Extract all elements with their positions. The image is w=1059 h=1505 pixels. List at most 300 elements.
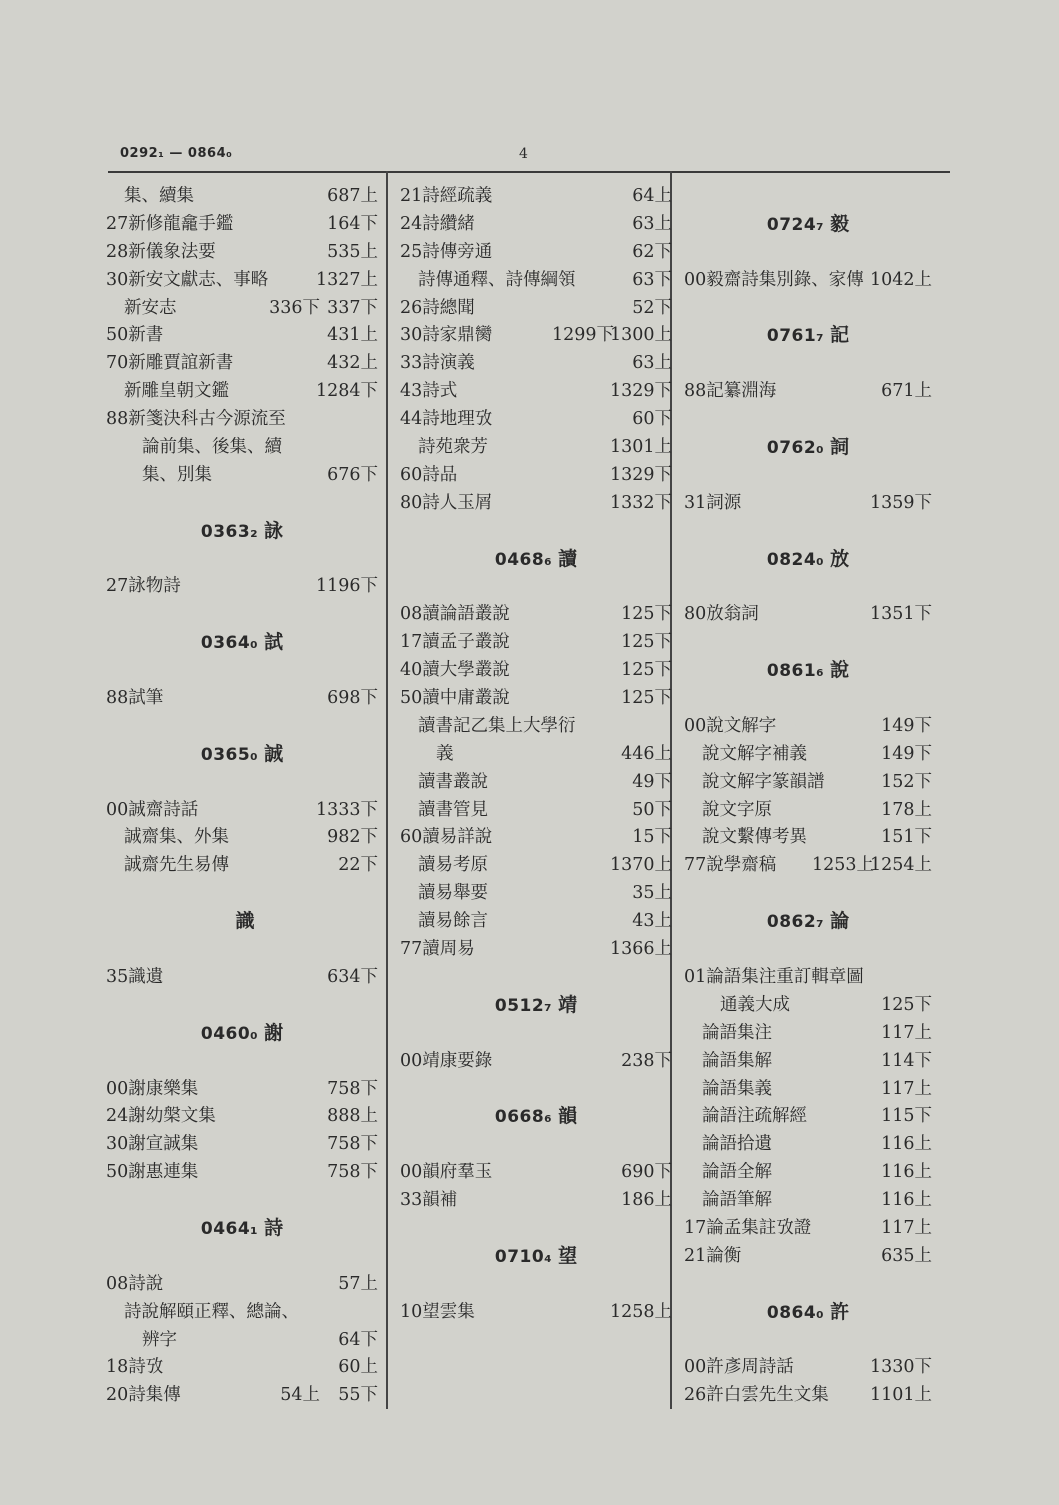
page-reference: 116上 <box>881 1134 932 1155</box>
page-reference: 432上 <box>327 353 378 374</box>
entry-title: 00毅齋詩集別錄、家傳 <box>684 269 864 290</box>
index-entry <box>106 573 378 601</box>
index-entry <box>684 769 932 797</box>
column-divider-left <box>386 171 388 1409</box>
entry-title: 60讀易詳說 <box>400 827 493 848</box>
entry-title: 論前集、後集、續 <box>142 437 282 458</box>
page-reference: 116上 <box>881 1190 932 1211</box>
entry-title: 31詞源 <box>684 492 742 513</box>
entry-title: 辨字 <box>142 1329 177 1350</box>
entry-title: 30新安文獻志、事略 <box>106 269 269 290</box>
index-entry <box>106 462 378 490</box>
heading-character: 詩 <box>264 1216 284 1239</box>
page-reference: 446上 <box>621 743 672 764</box>
entry-title: 讀書管見 <box>418 799 488 820</box>
entry-title: 88新箋決科古今源流至 <box>106 409 286 430</box>
index-entry <box>400 239 672 267</box>
index-column-1 <box>106 183 378 1410</box>
spacer <box>400 1271 672 1299</box>
index-entry <box>400 741 672 769</box>
index-entry <box>106 1159 378 1187</box>
entry-title: 01論語集注重訂輯章圖 <box>684 966 864 987</box>
index-entry <box>106 1354 378 1382</box>
index-entry <box>684 378 932 406</box>
spacer <box>684 239 932 267</box>
heading-character: 說 <box>830 659 850 682</box>
entry-title: 誠齋集、外集 <box>124 827 229 848</box>
entry-title: 說文繫傳考異 <box>702 827 807 848</box>
entry-title: 說文解字補義 <box>702 743 807 764</box>
spacer <box>106 601 378 629</box>
four-corner-code: 0464₁ <box>200 1218 259 1239</box>
spacer <box>106 1048 378 1076</box>
page-reference: 186上 <box>621 1190 672 1211</box>
page-reference: 431上 <box>327 325 378 346</box>
page-reference: 63下 <box>632 269 672 290</box>
page-reference: 63上 <box>632 213 672 234</box>
index-entry <box>400 657 672 685</box>
page-reference: 60下 <box>632 409 672 430</box>
spacer <box>684 462 932 490</box>
index-entry <box>400 713 672 741</box>
page-reference: 535上 <box>327 241 378 262</box>
entry-title: 26許白雲先生文集 <box>684 1385 829 1406</box>
entry-title: 27新修龍龕手鑑 <box>106 213 234 234</box>
page-reference: 1258上 <box>609 1301 672 1322</box>
entry-title: 08讀論語叢說 <box>400 604 510 625</box>
entry-title: 25詩傳旁通 <box>400 241 493 262</box>
index-entry <box>106 1327 378 1355</box>
entry-title: 新雕皇朝文鑑 <box>124 381 229 402</box>
page-reference: 35上 <box>632 883 672 904</box>
page-reference: 54上 <box>280 1385 320 1406</box>
index-entry <box>400 406 672 434</box>
four-corner-code: 0363₂ <box>200 521 259 542</box>
page-reference: 635上 <box>881 1245 932 1266</box>
index-entry <box>684 992 932 1020</box>
entry-title: 88記纂淵海 <box>684 381 777 402</box>
index-entry <box>400 1159 672 1187</box>
page-reference: 1332下 <box>609 492 672 513</box>
section-heading <box>106 908 378 936</box>
section-heading <box>400 1243 672 1271</box>
spacer <box>400 518 672 546</box>
entry-title: 00說文解字 <box>684 715 777 736</box>
index-entry <box>684 852 932 880</box>
page-reference: 690下 <box>621 1162 672 1183</box>
index-entry <box>400 852 672 880</box>
index-entry <box>684 824 932 852</box>
heading-character: 望 <box>558 1244 578 1267</box>
page-reference: 758下 <box>327 1134 378 1155</box>
index-entry <box>684 741 932 769</box>
heading-character: 詠 <box>264 519 284 542</box>
heading-character: 靖 <box>558 993 578 1016</box>
index-entry <box>400 1048 672 1076</box>
index-entry <box>106 322 378 350</box>
section-heading <box>106 741 378 769</box>
page-reference: 117上 <box>881 1217 932 1238</box>
page-reference: 22下 <box>338 855 378 876</box>
four-corner-code: 0862₇ <box>766 912 825 933</box>
entry-title: 24詩纘緒 <box>400 213 475 234</box>
entry-title: 論語集注 <box>702 1022 772 1043</box>
heading-character: 毅 <box>830 212 850 235</box>
index-column-2 <box>400 183 672 1327</box>
spacer <box>106 657 378 685</box>
page-reference: 1333下 <box>315 799 378 820</box>
page-reference: 1253上 <box>811 855 874 876</box>
entry-title: 17讀孟子叢說 <box>400 632 510 653</box>
entry-title: 讀書叢說 <box>418 771 488 792</box>
entry-title: 24謝幼槃文集 <box>106 1106 216 1127</box>
page-reference: 60上 <box>338 1357 378 1378</box>
page-reference: 1330下 <box>869 1357 932 1378</box>
page-reference: 888上 <box>327 1106 378 1127</box>
page-reference: 1254上 <box>869 855 932 876</box>
page-reference: 149下 <box>881 743 932 764</box>
entry-title: 77說學齋稿 <box>684 855 777 876</box>
index-entry <box>400 490 672 518</box>
index-entry <box>684 1354 932 1382</box>
spacer <box>684 629 932 657</box>
spacer <box>400 573 672 601</box>
index-entry <box>400 267 672 295</box>
index-entry <box>400 1299 672 1327</box>
four-corner-code: 0460₀ <box>200 1023 259 1044</box>
index-entry <box>684 601 932 629</box>
spacer <box>106 936 378 964</box>
page-reference: 117上 <box>881 1078 932 1099</box>
index-entry <box>106 239 378 267</box>
page-reference: 63上 <box>632 353 672 374</box>
entry-title: 21詩經疏義 <box>400 186 493 206</box>
page-reference: 1366上 <box>609 939 672 960</box>
index-entry <box>106 1382 378 1410</box>
index-entry <box>106 797 378 825</box>
page-reference: 62下 <box>632 241 672 262</box>
index-entry <box>684 713 932 741</box>
index-entry <box>106 378 378 406</box>
page-reference: 178上 <box>881 799 932 820</box>
page-reference: 758下 <box>327 1078 378 1099</box>
index-entry <box>400 601 672 629</box>
index-entry <box>106 211 378 239</box>
index-entry <box>684 490 932 518</box>
page-reference: 698下 <box>327 688 378 709</box>
page-reference: 1101上 <box>869 1385 932 1406</box>
heading-character: 韻 <box>558 1105 578 1128</box>
index-entry <box>684 1048 932 1076</box>
entry-title: 08詩說 <box>106 1273 164 1294</box>
entry-title: 集、別集 <box>142 464 212 485</box>
entry-title: 義 <box>436 743 454 764</box>
page-reference: 152下 <box>881 771 932 792</box>
index-entry <box>400 908 672 936</box>
entry-title: 60詩品 <box>400 464 458 485</box>
index-entry <box>684 1103 932 1131</box>
entry-title: 詩說解頤正釋、總論、 <box>124 1301 299 1322</box>
entry-title: 70新雕賈誼新書 <box>106 353 234 374</box>
spacer <box>684 518 932 546</box>
index-entry <box>106 295 378 323</box>
spacer <box>400 1020 672 1048</box>
spacer <box>684 573 932 601</box>
page-reference: 50下 <box>632 799 672 820</box>
index-entry <box>106 267 378 295</box>
heading-character: 謝 <box>264 1021 284 1044</box>
four-corner-code: 0668₆ <box>494 1107 553 1128</box>
page-reference: 337下 <box>327 297 378 318</box>
page-reference: 149下 <box>881 715 932 736</box>
page-reference: 1299下 <box>551 325 614 346</box>
index-column-3 <box>684 183 932 1410</box>
page-reference: 151下 <box>881 827 932 848</box>
entry-title: 17論孟集註攷證 <box>684 1217 812 1238</box>
four-corner-code: 0365₀ <box>200 744 259 765</box>
spacer <box>106 769 378 797</box>
index-entry <box>400 769 672 797</box>
entry-title: 00靖康要錄 <box>400 1050 493 1071</box>
entry-title: 30謝宣誠集 <box>106 1134 199 1155</box>
entry-title: 21論衡 <box>684 1245 742 1266</box>
page-reference: 1284下 <box>315 381 378 402</box>
entry-title: 27詠物詩 <box>106 576 181 597</box>
entry-title: 10望雲集 <box>400 1301 475 1322</box>
four-corner-code: 0861₆ <box>766 661 825 682</box>
entry-title: 論語注疏解經 <box>702 1106 807 1127</box>
spacer <box>684 685 932 713</box>
section-heading <box>684 546 932 574</box>
index-entry <box>106 685 378 713</box>
four-corner-code: 0468₆ <box>494 549 553 570</box>
section-heading <box>106 629 378 657</box>
page-reference: 164下 <box>327 213 378 234</box>
page-reference: 1301上 <box>609 437 672 458</box>
page-reference: 64下 <box>338 1329 378 1350</box>
entry-title: 40讀大學叢說 <box>400 660 510 681</box>
entry-title: 論語集解 <box>702 1050 772 1071</box>
entry-title: 讀易舉要 <box>418 883 488 904</box>
index-entry <box>106 406 378 434</box>
heading-character: 記 <box>830 324 850 347</box>
spacer <box>684 1327 932 1355</box>
index-entry <box>684 1076 932 1104</box>
entry-title: 80詩人玉屑 <box>400 492 493 513</box>
page-reference: 57上 <box>338 1273 378 1294</box>
spacer <box>106 1187 378 1215</box>
entry-title: 00誠齋詩話 <box>106 799 199 820</box>
entry-title: 50謝惠連集 <box>106 1162 199 1183</box>
entry-title: 論語集義 <box>702 1078 772 1099</box>
four-corner-code: 0710₄ <box>494 1246 553 1267</box>
header-rule <box>108 171 950 173</box>
page-reference: 116上 <box>881 1162 932 1183</box>
index-entry <box>106 1103 378 1131</box>
index-entry <box>684 964 932 992</box>
page-reference: 52下 <box>632 297 672 318</box>
page-range-header: 0292₁ — 0864₀ <box>120 146 233 161</box>
index-entry <box>400 322 672 350</box>
page-reference: 1327上 <box>315 269 378 290</box>
spacer <box>106 490 378 518</box>
index-entry <box>400 685 672 713</box>
entry-title: 28新儀象法要 <box>106 241 216 262</box>
spacer <box>106 880 378 908</box>
section-heading <box>684 211 932 239</box>
spacer <box>684 1271 932 1299</box>
page-reference: 125下 <box>621 632 672 653</box>
entry-title: 論語拾遺 <box>702 1134 772 1155</box>
index-entry <box>106 1131 378 1159</box>
page-reference: 1359下 <box>869 492 932 513</box>
entry-title: 33韻補 <box>400 1190 458 1211</box>
page-reference: 1300上 <box>609 325 672 346</box>
heading-character: 放 <box>830 547 850 570</box>
page-reference: 115下 <box>881 1106 932 1127</box>
spacer <box>684 183 932 211</box>
page-reference: 1351下 <box>869 604 932 625</box>
entry-title: 20詩集傳 <box>106 1385 181 1406</box>
index-entry <box>684 1131 932 1159</box>
spacer <box>684 295 932 323</box>
index-entry <box>400 797 672 825</box>
index-entry <box>684 267 932 295</box>
section-heading <box>400 546 672 574</box>
spacer <box>684 880 932 908</box>
page-reference: 125下 <box>621 688 672 709</box>
entry-title: 說文解字篆韻譜 <box>702 771 825 792</box>
spacer <box>400 1076 672 1104</box>
four-corner-code: 0724₇ <box>766 214 825 235</box>
entry-title: 44詩地理攷 <box>400 409 493 430</box>
entry-title: 50新書 <box>106 325 164 346</box>
entry-title: 讀書記乙集上大學衍 <box>418 715 576 736</box>
page-reference: 125下 <box>881 994 932 1015</box>
entry-title: 00韻府羣玉 <box>400 1162 493 1183</box>
index-entry <box>106 434 378 462</box>
section-heading <box>684 1299 932 1327</box>
index-entry <box>684 1243 932 1271</box>
entry-title: 18詩攷 <box>106 1357 164 1378</box>
index-entry <box>400 824 672 852</box>
entry-title: 33詩演義 <box>400 353 475 374</box>
page-reference: 125下 <box>621 604 672 625</box>
index-entry <box>106 1299 378 1327</box>
entry-title: 35識遺 <box>106 966 164 987</box>
index-entry <box>400 295 672 323</box>
page-reference: 238下 <box>621 1050 672 1071</box>
index-entry <box>106 1076 378 1104</box>
section-heading <box>400 992 672 1020</box>
spacer <box>684 936 932 964</box>
entry-title: 88試筆 <box>106 688 164 709</box>
entry-title: 00謝康樂集 <box>106 1078 199 1099</box>
index-entry <box>400 880 672 908</box>
heading-character: 許 <box>830 1300 850 1323</box>
index-entry <box>400 1187 672 1215</box>
page-reference: 117上 <box>881 1022 932 1043</box>
index-entry <box>400 183 672 211</box>
entry-title: 00許彥周詩話 <box>684 1357 794 1378</box>
page-reference: 15下 <box>632 827 672 848</box>
page-reference: 982下 <box>327 827 378 848</box>
index-entry <box>106 964 378 992</box>
entry-title: 26詩總聞 <box>400 297 475 318</box>
entry-title: 說文字原 <box>702 799 772 820</box>
heading-character: 試 <box>264 631 284 654</box>
page-reference: 55下 <box>338 1385 378 1406</box>
index-entry <box>400 462 672 490</box>
entry-title: 通義大成 <box>720 994 790 1015</box>
spacer <box>106 1243 378 1271</box>
page-reference: 758下 <box>327 1162 378 1183</box>
page-reference: 1042上 <box>869 269 932 290</box>
spacer <box>684 350 932 378</box>
index-entry <box>684 797 932 825</box>
spacer <box>400 1215 672 1243</box>
entry-title: 誠齋先生易傳 <box>124 855 229 876</box>
page-reference: 687上 <box>327 186 378 206</box>
spacer <box>400 964 672 992</box>
four-corner-code: 0864₀ <box>766 1302 825 1323</box>
index-entry <box>684 1215 932 1243</box>
page-reference: 114下 <box>881 1050 932 1071</box>
four-corner-code: 0762₀ <box>766 438 825 459</box>
section-heading <box>106 1215 378 1243</box>
entry-title: 新安志 <box>124 297 177 318</box>
page-reference: 634下 <box>327 966 378 987</box>
section-heading <box>400 1103 672 1131</box>
entry-title: 讀易考原 <box>418 855 488 876</box>
page-reference: 43上 <box>632 911 672 932</box>
four-corner-code: 0364₀ <box>200 633 259 654</box>
index-entry <box>684 1020 932 1048</box>
page-reference: 1329下 <box>609 464 672 485</box>
page-reference: 671上 <box>881 381 932 402</box>
section-heading <box>106 518 378 546</box>
index-entry <box>106 183 378 211</box>
entry-title: 論語全解 <box>702 1162 772 1183</box>
index-entry <box>400 936 672 964</box>
section-heading <box>106 1020 378 1048</box>
index-entry <box>684 1187 932 1215</box>
heading-character: 識 <box>235 910 255 933</box>
index-entry <box>684 1382 932 1410</box>
page-reference: 676下 <box>327 464 378 485</box>
spacer <box>106 713 378 741</box>
page-reference: 1329下 <box>609 381 672 402</box>
four-corner-code: 0761₇ <box>766 326 825 347</box>
entry-title: 50讀中庸叢說 <box>400 688 510 709</box>
entry-title: 詩苑衆芳 <box>418 437 488 458</box>
four-corner-code: 0512₇ <box>494 995 553 1016</box>
heading-character: 論 <box>830 910 850 933</box>
entry-title: 30詩家鼎臠 <box>400 325 493 346</box>
entry-title: 77讀周易 <box>400 939 475 960</box>
section-heading <box>684 434 932 462</box>
index-entry <box>106 350 378 378</box>
section-heading <box>684 322 932 350</box>
spacer <box>106 546 378 574</box>
page-number: 4 <box>519 146 528 162</box>
page-reference: 49下 <box>632 771 672 792</box>
heading-character: 讀 <box>558 547 578 570</box>
index-entry <box>106 824 378 852</box>
entry-title: 讀易餘言 <box>418 911 488 932</box>
entry-title: 80放翁詞 <box>684 604 759 625</box>
four-corner-code: 0824₀ <box>766 549 825 570</box>
